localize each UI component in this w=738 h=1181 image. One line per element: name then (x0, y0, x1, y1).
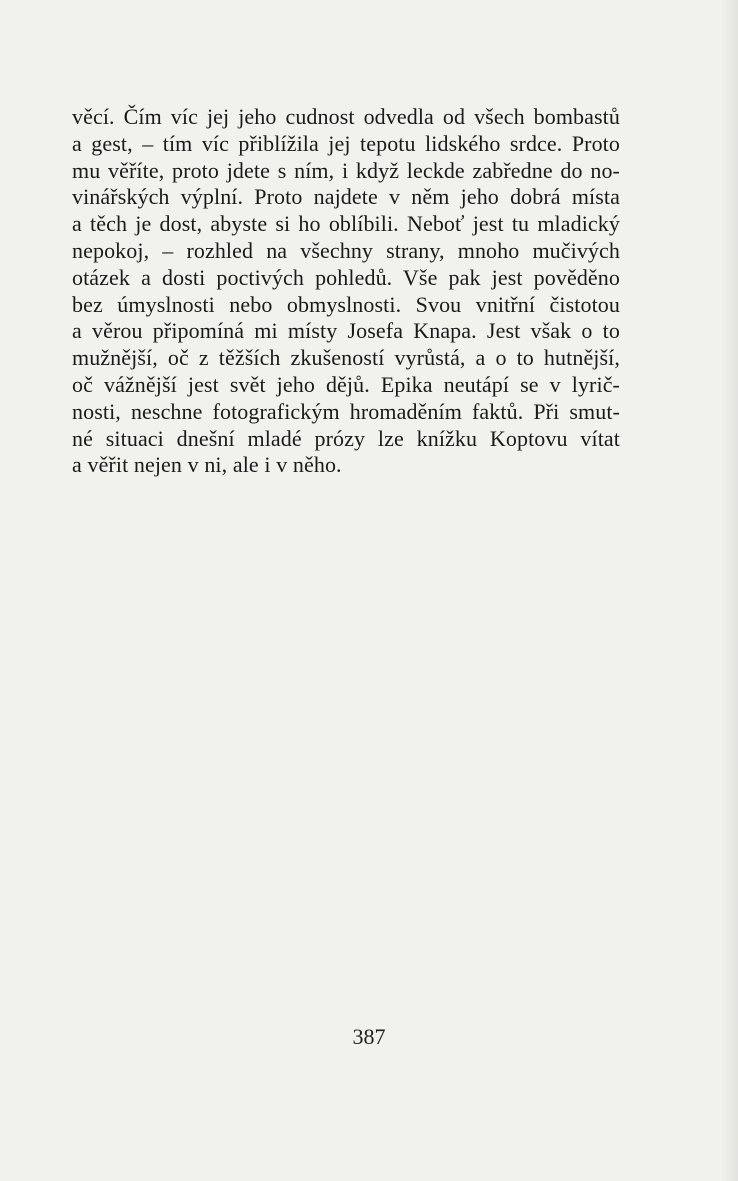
text-line: mužnější, oč z těžších zkušeností vyrůstá, a o to hutnější, (72, 345, 620, 371)
text-line: a těch je dost, abyste si ho oblíbili. Neboť jest tu mladický (72, 211, 620, 237)
text-line-last: a věřit nejen v ni, ale i v něho. (72, 452, 342, 478)
text-line: a věrou připomíná mi místy Josefa Knapa. Jest však o to (72, 318, 620, 344)
text-line: nosti, neschne fotografickým hromaděním faktů. Při smut- (72, 398, 620, 424)
text-line: nepokoj, – rozhled na všechny strany, mnoho mučivých (72, 237, 620, 263)
page-number: 387 (352, 1024, 386, 1049)
text-line: věcí. Čím víc jej jeho cudnost odvedla od všech bombastů (72, 104, 620, 129)
text-line: bez úmyslnosti nebo obmyslnosti. Svou vnitřní čistotou (72, 291, 620, 317)
text-line: otázek a dosti poctivých pohledů. Vše pak jest pověděno (72, 264, 620, 290)
text-line: né situaci dnešní mladé prózy lze knížku Koptovu vítat (72, 425, 620, 451)
body-paragraph (72, 104, 620, 479)
text-line: a gest, – tím víc přiblížila jej tepotu lidského srdce. Proto (72, 130, 620, 156)
text-line: vinářských výplní. Proto najdete v něm jeho dobrá místa (72, 184, 620, 210)
text-line: oč vážnější jest svět jeho dějů. Epika neutápí se v lyrič- (72, 371, 620, 397)
text-line: mu věříte, proto jdete s ním, i když leckde zabředne do no- (72, 157, 620, 183)
